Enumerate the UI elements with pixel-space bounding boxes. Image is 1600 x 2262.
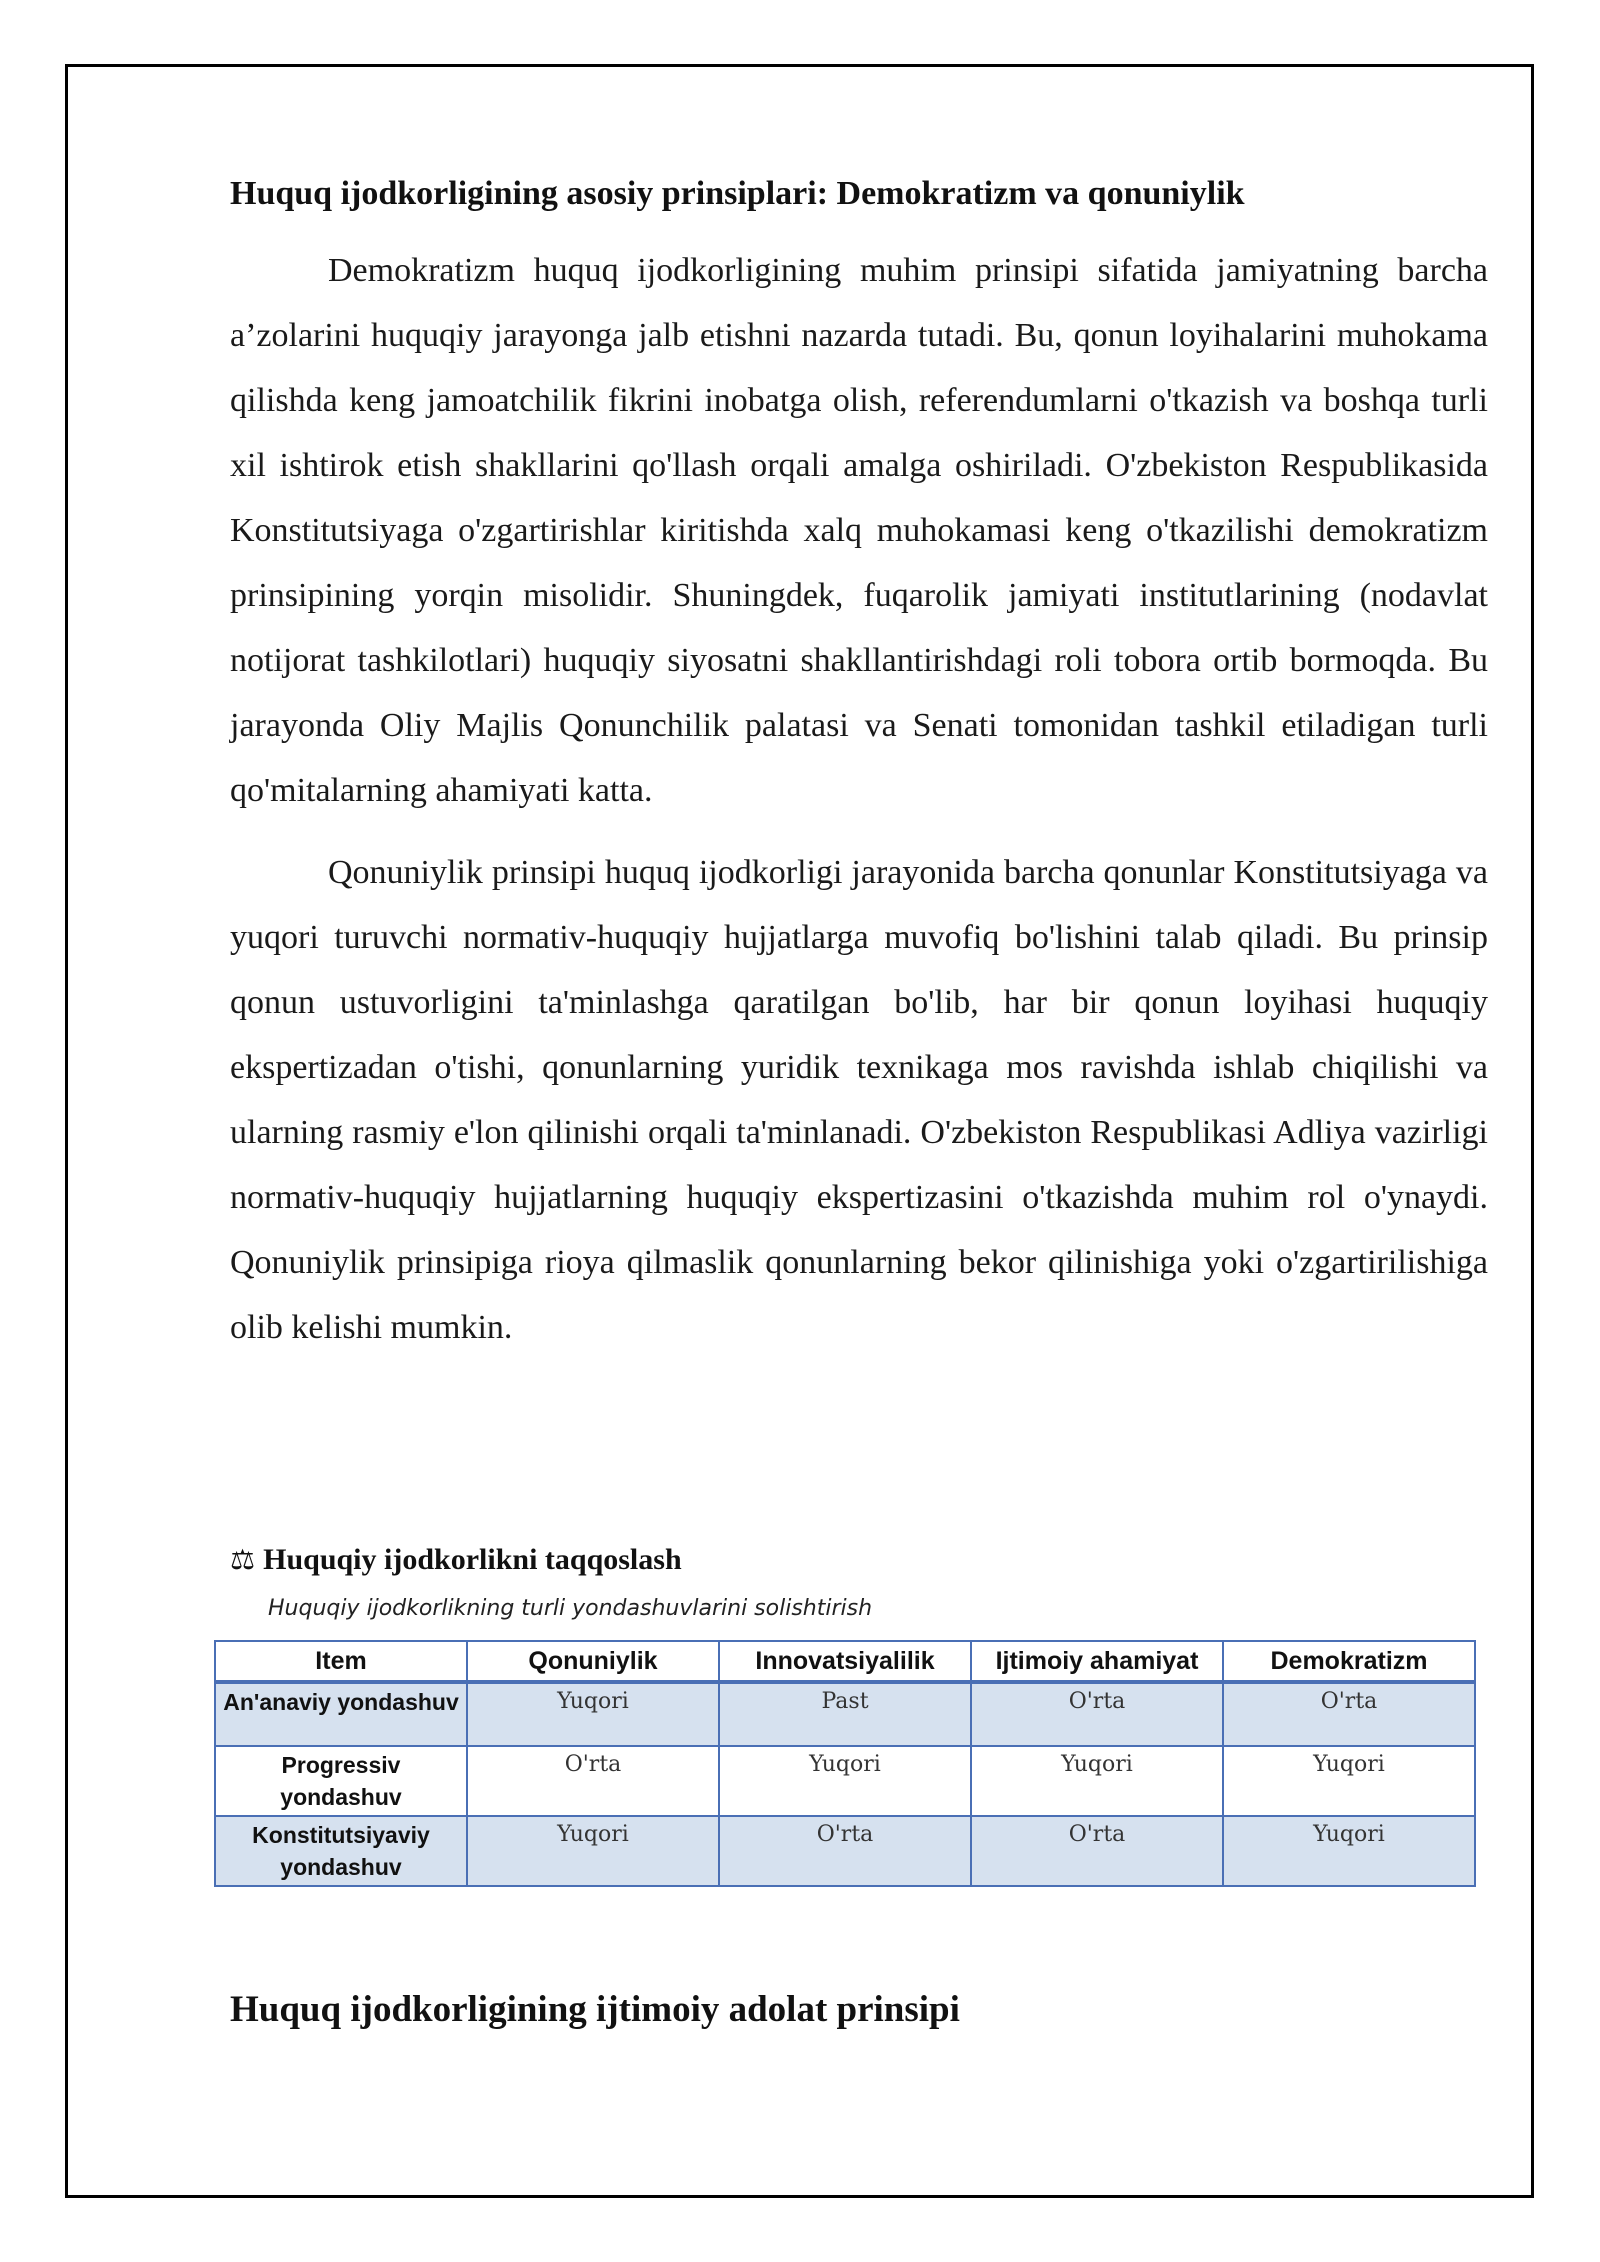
document-body	[230, 170, 1488, 1377]
row-label: Konstitutsiyaviy yondashuv	[215, 1816, 467, 1886]
column-header: Innovatsiyalilik	[719, 1641, 971, 1682]
section-heading: Huquq ijodkorligining asosiy prinsiplari: Demokratizm va qonuniylik	[230, 175, 1245, 212]
table-row	[215, 1682, 1475, 1746]
table-cell: Yuqori	[1223, 1816, 1475, 1886]
comparison-table-block	[214, 1540, 1476, 1887]
table-title-text: Huquqiy ijodkorlikni taqqoslash	[263, 1543, 682, 1576]
paragraph-democratism: Demokratizm huquq ijodkorligining muhim prinsipi sifatida jamiyatning barcha a’zolarini huquqiy jarayonga jalb etishni nazarda tutadi. Bu, qonun loyihalarini muhokama qilishda keng jamoatchilik fikrini inobatga olish, referendumlarni o'tkazish va boshqa turli xil ishtirok etish shakllarini qo'llash orqali amalga oshiriladi. O'zbekiston Respublikasida Konstitutsiyaga o'zgartirishlar kiritishda xalq muhokamasi keng o'tkazilishi demokratizm prinsipining yorqin misolidir. Shuningdek, fuqarolik jamiyati institutlarining (nodavlat notijorat tashkilotlari) huquqiy siyosatni shakllantirishdagi roli tobora ortib bormoqda. Bu jarayonda Oliy Majlis Qonunchilik palatasi va Senati tomonidan tashkil etiladigan turli qo'mitalarning ahamiyati katta.	[230, 252, 1488, 809]
table-title	[230, 1540, 1476, 1580]
table-subtitle: Huquqiy ijodkorlikning turli yondashuvlarini solishtirish	[268, 1596, 873, 1621]
table-cell: O'rta	[971, 1682, 1223, 1746]
table-cell: O'rta	[467, 1746, 719, 1816]
table-cell: Past	[719, 1682, 971, 1746]
balance-scale-icon: ⚖	[230, 1543, 256, 1576]
table-cell: O'rta	[971, 1816, 1223, 1886]
section-heading-social-justice: Huquq ijodkorligining ijtimoiy adolat prinsipi	[230, 1989, 960, 2030]
row-label: Progressiv yondashuv	[215, 1746, 467, 1816]
column-header: Item	[215, 1641, 467, 1682]
table-cell: O'rta	[1223, 1682, 1475, 1746]
table-cell: Yuqori	[971, 1746, 1223, 1816]
table-cell: Yuqori	[467, 1682, 719, 1746]
column-header: Qonuniylik	[467, 1641, 719, 1682]
table-cell: O'rta	[719, 1816, 971, 1886]
table-cell: Yuqori	[1223, 1746, 1475, 1816]
column-header: Ijtimoiy ahamiyat	[971, 1641, 1223, 1682]
table-header-row	[215, 1641, 1475, 1682]
table-cell: Yuqori	[467, 1816, 719, 1886]
column-header: Demokratizm	[1223, 1641, 1475, 1682]
table-row	[215, 1746, 1475, 1816]
row-label: An'anaviy yondashuv	[215, 1682, 467, 1746]
table-cell: Yuqori	[719, 1746, 971, 1816]
paragraph-legality: Qonuniylik prinsipi huquq ijodkorligi jarayonida barcha qonunlar Konstitutsiyaga va yuqori turuvchi normativ-huquqiy hujjatlarga muvofiq bo'lishini talab qiladi. Bu prinsip qonun ustuvorligini ta'minlashga qaratilgan bo'lib, har bir qonun loyihasi huquqiy ekspertizadan o'tishi, qonunlarning yuridik texnikaga mos ravishda ishlab chiqilishi va ularning rasmiy e'lon qilinishi orqali ta'minlanadi. O'zbekiston Respublikasi Adliya vazirligi normativ-huquqiy hujjatlarning huquqiy ekspertizasini o'tkazishda muhim rol o'ynaydi. Qonuniylik prinsipiga rioya qilmaslik qonunlarning bekor qilinishiga yoki o'zgartirilishiga olib kelishi mumkin.	[230, 854, 1488, 1346]
comparison-table	[214, 1640, 1476, 1887]
table-row	[215, 1816, 1475, 1886]
